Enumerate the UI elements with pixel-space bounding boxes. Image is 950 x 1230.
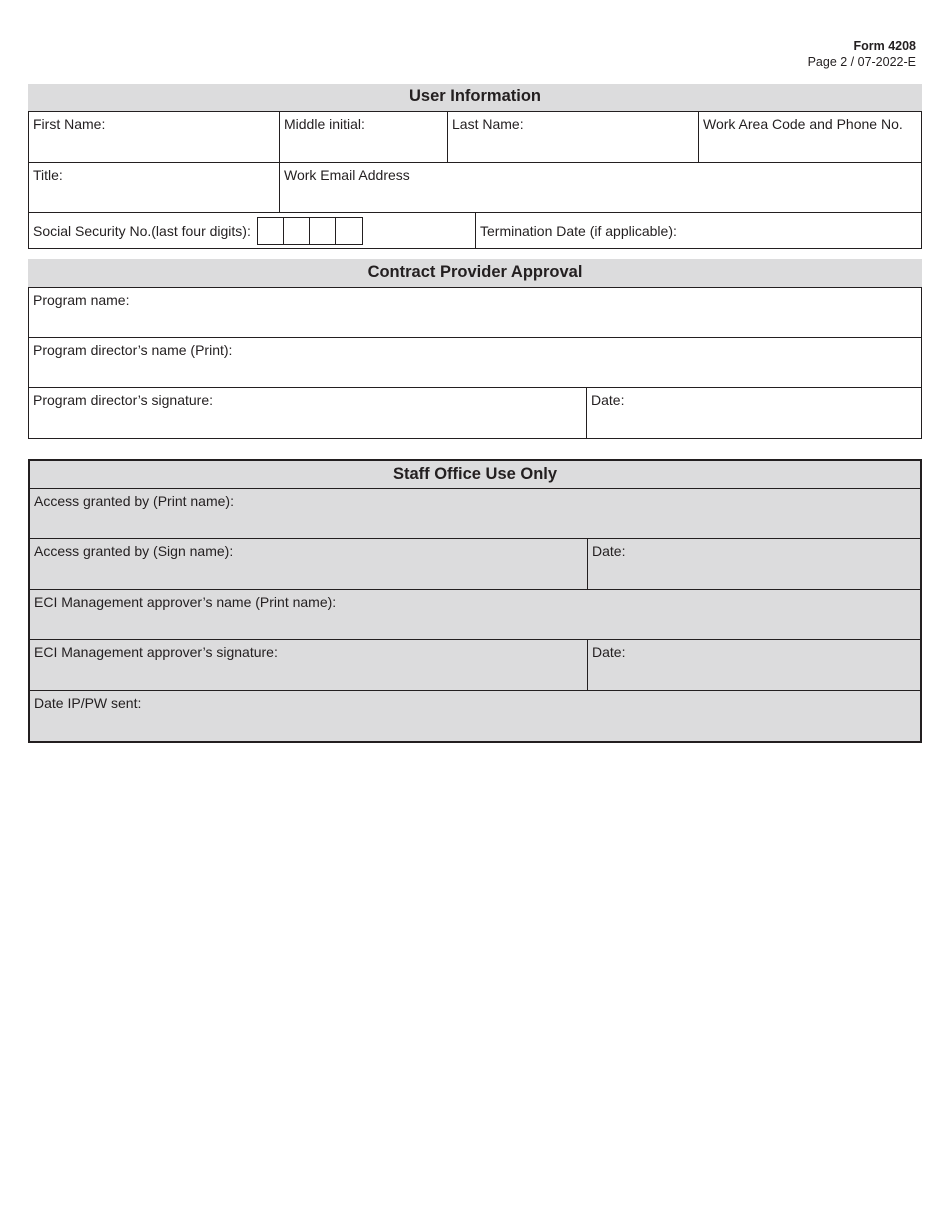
form-number: Form 4208 [853, 39, 916, 53]
eci-approver-name-field[interactable] [30, 590, 920, 640]
termination-date-field[interactable] [476, 213, 922, 249]
user-information-section [28, 84, 922, 249]
title-label: Title: [33, 167, 63, 183]
access-date-label: Date: [592, 543, 626, 559]
access-date-field[interactable] [588, 539, 920, 590]
director-name-label: Program director’s name (Print): [33, 342, 233, 358]
middle-initial-label: Middle initial: [284, 116, 365, 132]
access-sign-name-field[interactable] [30, 539, 588, 590]
work-phone-label: Work Area Code and Phone No. [703, 116, 903, 132]
director-date-label: Date: [591, 392, 625, 408]
ssn-digit-box-3[interactable] [310, 218, 336, 244]
work-phone-field[interactable] [699, 112, 922, 163]
ssn-digit-boxes [257, 217, 363, 245]
eci-approver-signature-field[interactable] [30, 640, 588, 691]
access-print-name-label: Access granted by (Print name): [34, 493, 234, 509]
work-email-field[interactable] [280, 163, 922, 213]
contract-provider-approval-section [28, 259, 922, 439]
ssn-digit-box-4[interactable] [336, 218, 362, 244]
contract-provider-approval-title: Contract Provider Approval [28, 259, 922, 287]
work-email-label: Work Email Address [284, 167, 410, 183]
date-ip-pw-sent-field[interactable] [30, 691, 920, 741]
form-header [808, 38, 916, 70]
termination-date-label: Termination Date (if applicable): [480, 222, 677, 239]
staff-office-use-section [28, 459, 922, 743]
first-name-label: First Name: [33, 116, 106, 132]
last-name-field[interactable] [448, 112, 699, 163]
ssn-field [29, 213, 476, 249]
director-date-field[interactable] [587, 388, 922, 439]
program-name-field[interactable] [29, 288, 922, 338]
user-information-title: User Information [28, 84, 922, 111]
director-name-field[interactable] [29, 338, 922, 388]
access-print-name-field[interactable] [30, 489, 920, 539]
date-ip-pw-sent-label: Date IP/PW sent: [34, 695, 142, 711]
program-name-label: Program name: [33, 292, 130, 308]
middle-initial-field[interactable] [280, 112, 448, 163]
user-information-grid [28, 111, 922, 249]
contract-provider-approval-grid [28, 287, 922, 439]
access-sign-name-label: Access granted by (Sign name): [34, 543, 234, 559]
director-signature-label: Program director’s signature: [33, 392, 214, 408]
first-name-field[interactable] [29, 112, 280, 163]
staff-office-use-title: Staff Office Use Only [30, 461, 920, 489]
title-field[interactable] [29, 163, 280, 213]
director-signature-field[interactable] [29, 388, 587, 439]
eci-approver-name-label: ECI Management approver’s name (Print name): [34, 594, 337, 610]
ssn-digit-box-1[interactable] [258, 218, 284, 244]
eci-date-field[interactable] [588, 640, 920, 691]
page-info: Page 2 / 07-2022-E [807, 55, 916, 69]
eci-date-label: Date: [592, 644, 626, 660]
eci-approver-signature-label: ECI Management approver’s signature: [34, 644, 278, 660]
ssn-label: Social Security No.(last four digits): [33, 222, 251, 239]
ssn-digit-box-2[interactable] [284, 218, 310, 244]
last-name-label: Last Name: [452, 116, 524, 132]
